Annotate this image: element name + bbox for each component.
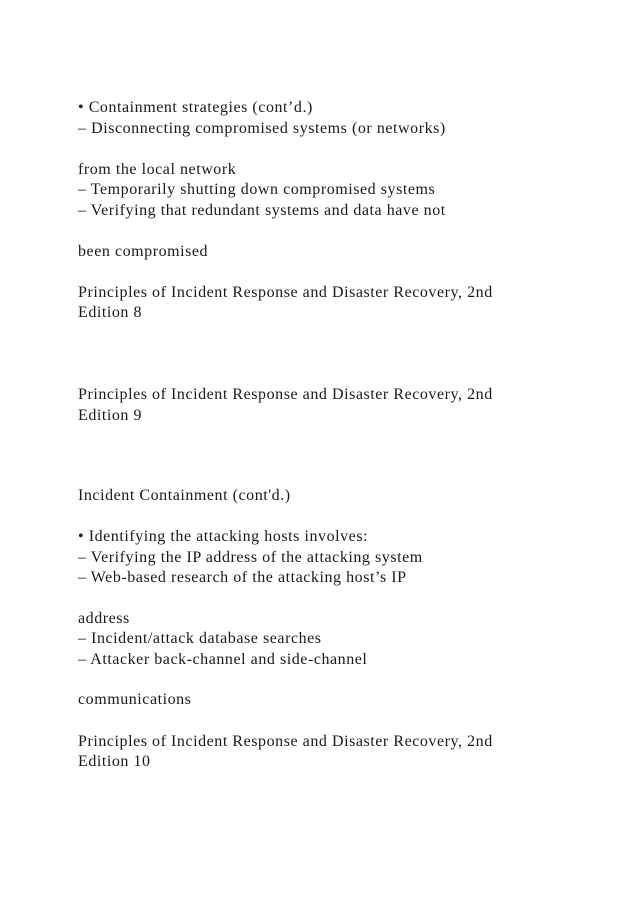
text-line: • Identifying the attacking hosts involves:: [78, 528, 369, 545]
text-line: – Incident/attack database searches: [78, 630, 322, 647]
text-line: – Web-based research of the attacking host’s IP: [78, 569, 407, 586]
slide-footer: Principles of Incident Response and Disaster Recovery, 2nd: [78, 284, 493, 301]
text-line: been compromised: [78, 243, 209, 260]
slide-heading: Incident Containment (cont'd.): [78, 487, 291, 504]
slide-footer: Principles of Incident Response and Disaster Recovery, 2nd: [78, 733, 493, 750]
slide-footer-page: Edition 8: [78, 304, 143, 321]
text-line: – Attacker back-channel and side-channel: [78, 651, 368, 668]
text-line: • Containment strategies (cont’d.): [78, 99, 313, 116]
text-line: – Temporarily shutting down compromised systems: [78, 181, 436, 198]
slide-footer: Principles of Incident Response and Disaster Recovery, 2nd: [78, 386, 493, 403]
text-line: – Verifying the IP address of the attacking system: [78, 549, 423, 566]
text-line: – Disconnecting compromised systems (or networks): [78, 120, 446, 137]
text-line: from the local network: [78, 161, 237, 178]
text-line: address: [78, 610, 130, 627]
slide-footer-page: Edition 9: [78, 407, 143, 424]
slide-footer-page: Edition 10: [78, 753, 151, 770]
text-line: communications: [78, 691, 192, 708]
text-line: – Verifying that redundant systems and data have not: [78, 202, 446, 219]
